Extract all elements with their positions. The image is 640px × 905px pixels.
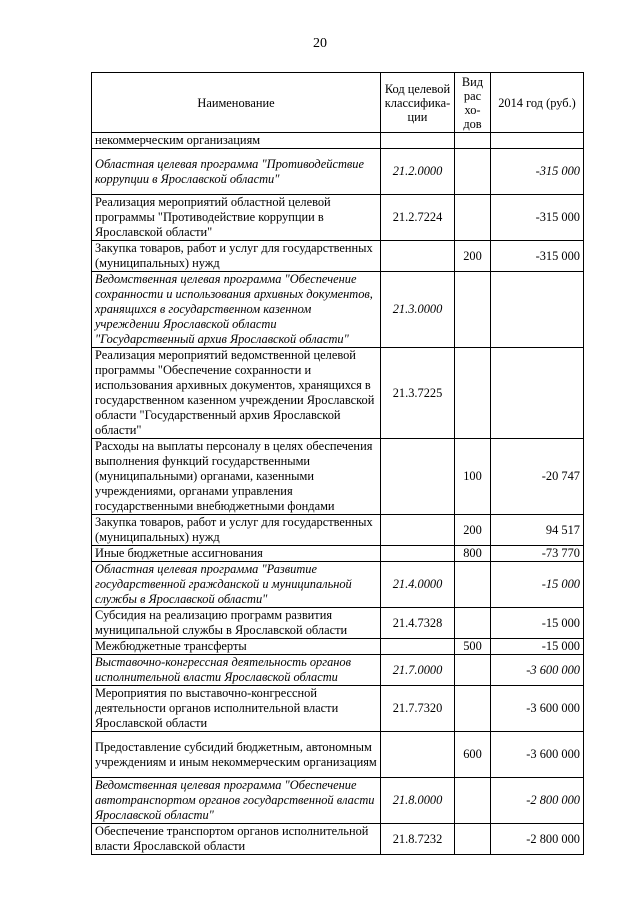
table-row [92,639,584,655]
cell-code [381,546,455,562]
table-row [92,686,584,732]
cell-amount: -3 600 000 [491,686,584,732]
cell-code [381,439,455,515]
table-row [92,272,584,348]
table-row [92,195,584,241]
cell-kind [455,149,491,195]
cell-name: некоммерческим организациям [92,133,381,149]
cell-amount: -2 800 000 [491,778,584,824]
table-row [92,655,584,686]
cell-code [381,515,455,546]
cell-name: Расходы на выплаты персоналу в целях обеспечения выполнения функций государственными (муниципальными) органами, казенными учреждениями, органами управления государственными внебюджетными фондами [92,439,381,515]
cell-amount [491,272,584,348]
cell-kind: 800 [455,546,491,562]
cell-code: 21.4.7328 [381,608,455,639]
cell-code: 21.4.0000 [381,562,455,608]
cell-amount: -73 770 [491,546,584,562]
cell-name: Областная целевая программа "Противодействие коррупции в Ярославской области" [92,149,381,195]
cell-kind [455,562,491,608]
cell-kind [455,272,491,348]
cell-kind [455,348,491,439]
cell-amount [491,348,584,439]
cell-amount: -15 000 [491,608,584,639]
budget-table [91,72,584,855]
cell-kind: 500 [455,639,491,655]
cell-code [381,732,455,778]
cell-amount: -2 800 000 [491,824,584,855]
cell-code: 21.8.7232 [381,824,455,855]
cell-amount: -315 000 [491,241,584,272]
cell-name: Межбюджетные трансферты [92,639,381,655]
table-row [92,348,584,439]
cell-amount: 94 517 [491,515,584,546]
header-name: Наименование [92,73,381,133]
cell-name: Субсидия на реализацию программ развития муниципальной службы в Ярославской области [92,608,381,639]
table-row [92,149,584,195]
cell-code: 21.8.0000 [381,778,455,824]
header-kind: Вид рас хо-дов [455,73,491,133]
cell-amount: -3 600 000 [491,655,584,686]
table-row [92,133,584,149]
cell-kind [455,608,491,639]
cell-name: Закупка товаров, работ и услуг для государственных (муниципальных) нужд [92,515,381,546]
cell-kind: 100 [455,439,491,515]
table-row [92,778,584,824]
cell-name: Реализация мероприятий областной целевой программы "Противодействие коррупции в Ярославской области" [92,195,381,241]
table-row [92,824,584,855]
header-amount: 2014 год (руб.) [491,73,584,133]
cell-amount: -3 600 000 [491,732,584,778]
cell-amount: -15 000 [491,639,584,655]
cell-code: 21.7.7320 [381,686,455,732]
cell-kind [455,686,491,732]
cell-kind: 200 [455,515,491,546]
table-body [92,133,584,855]
table-row [92,546,584,562]
cell-name: Иные бюджетные ассигнования [92,546,381,562]
cell-name: Ведомственная целевая программа "Обеспечение автотранспортом органов государственной власти Ярославской области" [92,778,381,824]
cell-name: Предоставление субсидий бюджетным, автономным учреждениям и иным некоммерческим организациям [92,732,381,778]
cell-name: Ведомственная целевая программа "Обеспечение сохранности и использования архивных документов, хранящихся в государственном казенном учреждении Ярославской области "Государственный архив Ярославской области" [92,272,381,348]
cell-name: Мероприятия по выставочно-конгрессной деятельности органов исполнительной власти Ярославской области [92,686,381,732]
cell-name: Реализация мероприятий ведомственной целевой программы "Обеспечение сохранности и использования архивных документов, хранящихся в государственном казенном учреждении Ярославской области "Государственный архив Ярославской области" [92,348,381,439]
cell-code: 21.3.7225 [381,348,455,439]
cell-code [381,639,455,655]
cell-name: Выставочно-конгрессная деятельность органов исполнительной власти Ярославской области [92,655,381,686]
cell-kind [455,655,491,686]
cell-kind [455,824,491,855]
cell-kind: 200 [455,241,491,272]
cell-kind [455,133,491,149]
table-row [92,732,584,778]
table-row [92,241,584,272]
cell-amount: -315 000 [491,195,584,241]
cell-code: 21.2.7224 [381,195,455,241]
cell-code: 21.2.0000 [381,149,455,195]
cell-name: Областная целевая программа "Развитие государственной гражданской и муниципальной службы в Ярославской области" [92,562,381,608]
cell-code [381,133,455,149]
cell-amount [491,133,584,149]
page-number: 20 [313,36,327,51]
cell-kind [455,195,491,241]
table-row [92,439,584,515]
cell-code: 21.3.0000 [381,272,455,348]
cell-kind: 600 [455,732,491,778]
cell-amount: -315 000 [491,149,584,195]
cell-name: Закупка товаров, работ и услуг для государственных (муниципальных) нужд [92,241,381,272]
table-header-row [92,73,584,133]
table-row [92,562,584,608]
cell-code [381,241,455,272]
cell-name: Обеспечение транспортом органов исполнительной власти Ярославской области [92,824,381,855]
cell-kind [455,778,491,824]
table-row [92,515,584,546]
table-row [92,608,584,639]
header-code: Код целевой классифика-ции [381,73,455,133]
cell-amount: -15 000 [491,562,584,608]
cell-code: 21.7.0000 [381,655,455,686]
cell-amount: -20 747 [491,439,584,515]
